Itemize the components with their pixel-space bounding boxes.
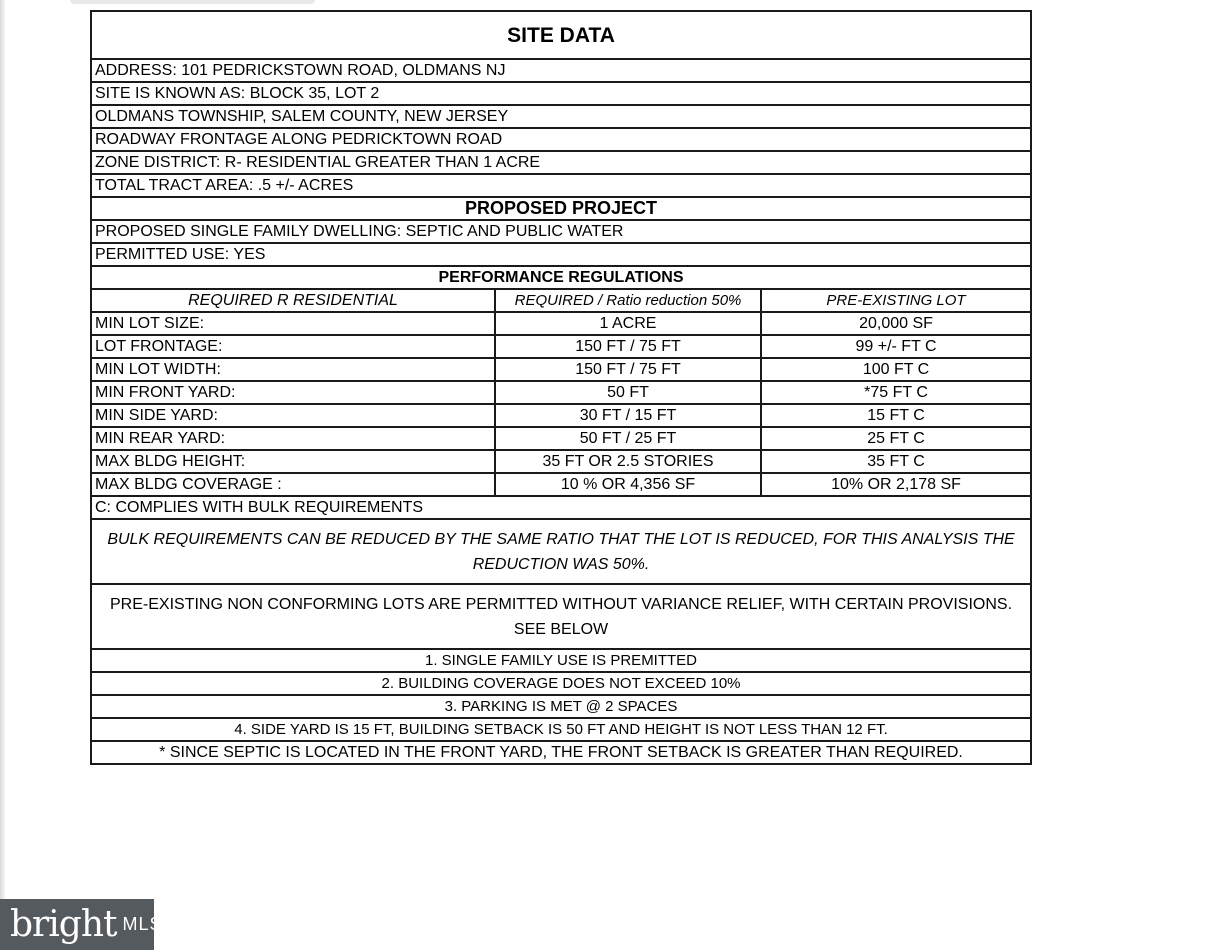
regulation-label: MIN LOT SIZE: (91, 312, 495, 335)
regulation-existing: 99 +/- FT C (761, 335, 1031, 358)
table-row (91, 312, 1031, 335)
regulation-label: MIN LOT WIDTH: (91, 358, 495, 381)
regulation-required: 30 FT / 15 FT (495, 404, 761, 427)
regulation-label: MAX BLDG HEIGHT: (91, 450, 495, 473)
table-row (91, 519, 1031, 584)
site-info-area: TOTAL TRACT AREA: .5 +/- ACRES (91, 174, 1031, 197)
regulation-required: 35 FT OR 2.5 STORIES (495, 450, 761, 473)
bright-mls-logo (0, 899, 163, 950)
table-row (91, 649, 1031, 672)
regulation-label: MIN REAR YARD: (91, 427, 495, 450)
table-row (91, 404, 1031, 427)
site-info-zone: ZONE DISTRICT: R- RESIDENTIAL GREATER THAN 1 ACRE (91, 151, 1031, 174)
top-shadow (70, 0, 315, 4)
septic-note: * SINCE SEPTIC IS LOCATED IN THE FRONT YARD, THE FRONT SETBACK IS GREATER THAN REQUIRED. (91, 741, 1031, 764)
project-row-dwelling: PROPOSED SINGLE FAMILY DWELLING: SEPTIC AND PUBLIC WATER (91, 220, 1031, 243)
table-row (91, 151, 1031, 174)
provision-item: 3. PARKING IS MET @ 2 SPACES (91, 695, 1031, 718)
table-row (91, 496, 1031, 519)
site-info-block-lot: SITE IS KNOWN AS: BLOCK 35, LOT 2 (91, 82, 1031, 105)
table-row (91, 358, 1031, 381)
provision-item: 4. SIDE YARD IS 15 FT, BUILDING SETBACK IS 50 FT AND HEIGHT IS NOT LESS THAN 12 FT. (91, 718, 1031, 741)
table-row (91, 11, 1031, 59)
column-header-ratio: REQUIRED / Ratio reduction 50% (495, 289, 761, 312)
project-row-permitted: PERMITTED USE: YES (91, 243, 1031, 266)
regulation-label: MIN SIDE YARD: (91, 404, 495, 427)
nonconforming-note: PRE-EXISTING NON CONFORMING LOTS ARE PERMITTED WITHOUT VARIANCE RELIEF, WITH CERTAIN PROVISIONS. SEE BELOW (91, 584, 1031, 649)
regulation-existing: 15 FT C (761, 404, 1031, 427)
site-info-frontage: ROADWAY FRONTAGE ALONG PEDRICKTOWN ROAD (91, 128, 1031, 151)
regulation-existing: *75 FT C (761, 381, 1031, 404)
table-row (91, 128, 1031, 151)
regulation-required: 150 FT / 75 FT (495, 358, 761, 381)
table-row (91, 335, 1031, 358)
site-info-address: ADDRESS: 101 PEDRICKSTOWN ROAD, OLDMANS NJ (91, 59, 1031, 82)
table-row (91, 584, 1031, 649)
table-row (91, 473, 1031, 496)
site-data-table (90, 10, 1032, 765)
table-row (91, 266, 1031, 289)
regulation-existing: 35 FT C (761, 450, 1031, 473)
regulation-label: MAX BLDG COVERAGE : (91, 473, 495, 496)
table-row (91, 105, 1031, 128)
table-row (91, 718, 1031, 741)
regulation-label: MIN FRONT YARD: (91, 381, 495, 404)
regulation-required: 1 ACRE (495, 312, 761, 335)
complies-note: C: COMPLIES WITH BULK REQUIREMENTS (91, 496, 1031, 519)
column-header-pre-existing: PRE-EXISTING LOT (761, 289, 1031, 312)
table-header-row (91, 289, 1031, 312)
table-row (91, 672, 1031, 695)
table-row (91, 450, 1031, 473)
column-header-required: REQUIRED R RESIDENTIAL (91, 289, 495, 312)
table-row (91, 174, 1031, 197)
page-left-edge (0, 0, 5, 950)
site-data-title: SITE DATA (91, 11, 1031, 59)
provision-item: 2. BUILDING COVERAGE DOES NOT EXCEED 10% (91, 672, 1031, 695)
table-row (91, 741, 1031, 764)
site-info-township: OLDMANS TOWNSHIP, SALEM COUNTY, NEW JERSEY (91, 105, 1031, 128)
bulk-reduction-note: BULK REQUIREMENTS CAN BE REDUCED BY THE SAME RATIO THAT THE LOT IS REDUCED, FOR THIS ANALYSIS THE REDUCTION WAS 50%. (91, 519, 1031, 584)
table-row (91, 82, 1031, 105)
logo-brand-text: bright (10, 903, 117, 945)
regulation-existing: 25 FT C (761, 427, 1031, 450)
table-row (91, 59, 1031, 82)
table-row (91, 695, 1031, 718)
regulation-existing: 100 FT C (761, 358, 1031, 381)
regulation-required: 50 FT (495, 381, 761, 404)
regulation-required: 50 FT / 25 FT (495, 427, 761, 450)
proposed-project-header: PROPOSED PROJECT (91, 197, 1031, 220)
performance-regulations-header: PERFORMANCE REGULATIONS (91, 266, 1031, 289)
provision-item: 1. SINGLE FAMILY USE IS PREMITTED (91, 649, 1031, 672)
regulation-required: 150 FT / 75 FT (495, 335, 761, 358)
table-row (91, 381, 1031, 404)
table-row (91, 197, 1031, 220)
table-row (91, 243, 1031, 266)
regulation-existing: 10% OR 2,178 SF (761, 473, 1031, 496)
logo-mls-text: MLS (122, 914, 163, 934)
table-row (91, 427, 1031, 450)
regulation-required: 10 % OR 4,356 SF (495, 473, 761, 496)
regulation-existing: 20,000 SF (761, 312, 1031, 335)
table-row (91, 220, 1031, 243)
regulation-label: LOT FRONTAGE: (91, 335, 495, 358)
